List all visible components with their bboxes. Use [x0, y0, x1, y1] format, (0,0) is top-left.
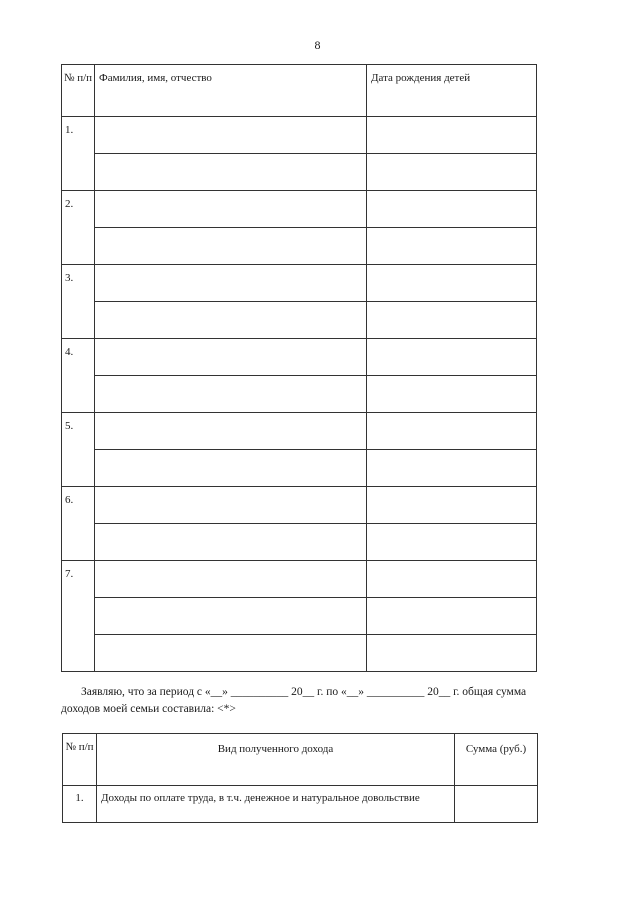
income-kind-cell	[97, 786, 455, 823]
child-name-cell[interactable]	[95, 487, 367, 524]
child-birth-date-cell[interactable]	[367, 561, 537, 598]
income-row	[63, 786, 538, 823]
children-row	[62, 339, 537, 376]
child-name-cell[interactable]	[95, 228, 367, 265]
child-birth-date-cell[interactable]	[367, 191, 537, 228]
income-sum	[455, 786, 537, 792]
child-birth-date-cell[interactable]	[367, 154, 537, 191]
child-name-cell[interactable]	[95, 376, 367, 413]
income-header-sum: Сумма (руб.)	[455, 734, 538, 786]
child-name-cell[interactable]	[95, 265, 367, 302]
child-number-cell	[62, 117, 95, 191]
income-header-kind: Вид полученного дохода	[97, 734, 455, 786]
child-birth-date-cell[interactable]	[367, 339, 537, 376]
children-row	[62, 524, 537, 561]
children-row	[62, 450, 537, 487]
header-name: Фамилия, имя, отчество	[95, 65, 367, 117]
child-birth-date-cell[interactable]	[367, 228, 537, 265]
income-number-cell	[63, 786, 97, 823]
child-name-cell[interactable]	[95, 635, 367, 672]
child-name-cell[interactable]	[95, 191, 367, 228]
child-number-cell	[62, 413, 95, 487]
child-number-cell	[62, 265, 95, 339]
child-name-cell[interactable]	[95, 598, 367, 635]
children-row	[62, 302, 537, 339]
child-number: 1.	[65, 124, 74, 136]
children-row	[62, 154, 537, 191]
child-name-cell[interactable]	[95, 154, 367, 191]
child-number-cell	[62, 487, 95, 561]
child-number-cell	[62, 561, 95, 672]
income-table	[62, 733, 538, 823]
children-row	[62, 561, 537, 598]
children-row	[62, 487, 537, 524]
child-name-cell[interactable]	[95, 524, 367, 561]
child-birth-date-cell[interactable]	[367, 487, 537, 524]
child-birth-date-cell[interactable]	[367, 413, 537, 450]
children-row	[62, 413, 537, 450]
child-name-cell[interactable]	[95, 561, 367, 598]
child-number-cell	[62, 339, 95, 413]
child-birth-date-cell[interactable]	[367, 524, 537, 561]
child-name-cell[interactable]	[95, 117, 367, 154]
declaration-text	[61, 684, 537, 718]
header-number: № п/п	[62, 65, 95, 117]
child-name-cell[interactable]	[95, 302, 367, 339]
children-table-header	[62, 65, 537, 117]
child-number: 2.	[65, 198, 74, 210]
income-kind: Доходы по оплате труда, в т.ч. денежное и натуральное довольствие	[101, 792, 420, 804]
children-row	[62, 228, 537, 265]
income-number: 1.	[75, 792, 84, 804]
child-number: 4.	[65, 346, 74, 358]
child-name-cell[interactable]	[95, 413, 367, 450]
children-row	[62, 265, 537, 302]
child-number-cell	[62, 191, 95, 265]
children-row	[62, 635, 537, 672]
child-number: 7.	[65, 568, 74, 580]
child-birth-date-cell[interactable]	[367, 302, 537, 339]
header-birth-date: Дата рождения детей	[367, 65, 537, 117]
children-table	[61, 64, 537, 672]
income-table-header	[63, 734, 538, 786]
child-number: 3.	[65, 272, 74, 284]
child-birth-date-cell[interactable]	[367, 376, 537, 413]
declaration-line-1: Заявляю, что за период с «__» __________ 20__ г. по «__» __________ 20__ г. общая сумма	[81, 686, 527, 698]
declaration-line-2: доходов моей семьи составила: <*>	[61, 703, 236, 715]
income-sum-cell[interactable]	[455, 786, 538, 823]
child-number: 5.	[65, 420, 74, 432]
child-birth-date-cell[interactable]	[367, 635, 537, 672]
children-row	[62, 191, 537, 228]
children-row	[62, 598, 537, 635]
child-name-cell[interactable]	[95, 339, 367, 376]
children-row	[62, 376, 537, 413]
page-number: 8	[314, 38, 321, 52]
child-birth-date-cell[interactable]	[367, 450, 537, 487]
income-header-number: № п/п	[63, 734, 97, 786]
child-birth-date-cell[interactable]	[367, 265, 537, 302]
child-name-cell[interactable]	[95, 450, 367, 487]
child-birth-date-cell[interactable]	[367, 117, 537, 154]
children-row	[62, 117, 537, 154]
child-birth-date-cell[interactable]	[367, 598, 537, 635]
child-number: 6.	[65, 494, 74, 506]
